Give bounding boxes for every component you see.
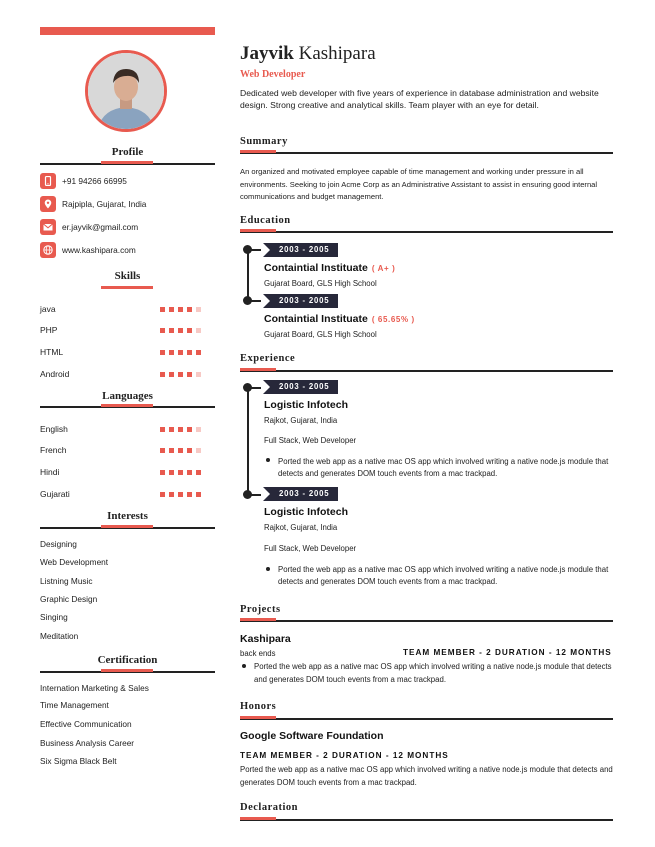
timeline-connector <box>251 300 261 302</box>
rating-dot-filled <box>178 470 183 475</box>
rating-dot-filled <box>187 427 192 432</box>
contact-phone: +91 94266 66995 <box>62 176 127 186</box>
company-name: Logistic Infotech <box>264 506 348 518</box>
company-name: Logistic Infotech <box>264 399 348 411</box>
honors-divider-accent <box>240 716 276 719</box>
rating-dot-filled <box>169 448 174 453</box>
location-pin-icon <box>40 196 56 212</box>
summary-divider-accent <box>240 150 276 153</box>
certification-heading: Certification <box>97 654 158 666</box>
rating-dot-filled <box>178 492 183 497</box>
profile-heading: Profile <box>111 146 144 158</box>
interest-item: Singing <box>40 612 68 622</box>
education-divider <box>240 231 613 233</box>
rating-dot-filled <box>160 372 165 377</box>
language-rating <box>160 448 210 453</box>
rating-dot-empty <box>196 448 201 453</box>
projects-divider-accent <box>240 618 276 621</box>
education-item-title <box>264 262 395 274</box>
languages-heading: Languages <box>102 390 153 402</box>
experience-divider-accent <box>240 368 276 371</box>
interest-item: Graphic Design <box>40 594 98 604</box>
declaration-divider <box>240 819 613 821</box>
interests-divider-accent <box>101 525 153 528</box>
contact-location: Rajpipla, Gujarat, India <box>62 199 147 209</box>
skill-label: HTML <box>40 347 64 357</box>
mail-icon <box>40 219 56 235</box>
skill-label: PHP <box>40 325 58 335</box>
experience-bullet: Ported the web app as a native mac OS app which involved writing a native node.js module that detects and generates DOM touch events from a mac trackpad. <box>278 565 609 586</box>
phone-icon <box>40 173 56 189</box>
certification-divider-accent <box>101 669 153 672</box>
company-location: Rajkot, Gujarat, India <box>264 416 338 425</box>
language-rating <box>160 492 210 497</box>
position-title: Full Stack, Web Developer <box>264 544 357 553</box>
project-title: Kashipara <box>240 633 291 645</box>
projects-heading: Projects <box>240 604 281 615</box>
contact-email[interactable]: er.jayvik@gmail.com <box>62 222 139 232</box>
rating-dot-filled <box>169 372 174 377</box>
rating-dot-empty <box>196 427 201 432</box>
sidebar-top-accent-bar <box>40 27 215 35</box>
language-label: Gujarati <box>40 489 70 499</box>
rating-dot-filled <box>160 307 165 312</box>
skill-rating <box>160 307 210 312</box>
rating-dot-filled <box>187 328 192 333</box>
interest-item: Designing <box>40 539 77 549</box>
language-label: French <box>40 445 67 455</box>
timeline-connector <box>251 494 261 496</box>
job-title: Web Developer <box>240 69 306 80</box>
timeline-connector <box>251 387 261 389</box>
honors-divider <box>240 718 613 720</box>
honor-title: Google Software Foundation <box>240 730 384 742</box>
rating-dot-filled <box>169 328 174 333</box>
rating-dot-filled <box>160 350 165 355</box>
interest-item: Listning Music <box>40 576 93 586</box>
honor-meta: TEAM MEMBER - 2 DURATION - 12 MONTHS <box>240 751 449 760</box>
institute-name: Containtial Instituate <box>264 313 368 325</box>
rating-dot-filled <box>187 372 192 377</box>
interest-item: Meditation <box>40 631 79 641</box>
skills-heading: Skills <box>114 270 141 282</box>
experience-divider <box>240 370 613 372</box>
rating-dot-empty <box>196 307 201 312</box>
summary-heading: Summary <box>240 136 288 147</box>
rating-dot-filled <box>160 492 165 497</box>
certification-item: Internation Marketing & Sales <box>40 683 149 693</box>
project-meta: TEAM MEMBER - 2 DURATION - 12 MONTHS <box>403 648 612 657</box>
rating-dot-filled <box>169 470 174 475</box>
date-tag: 2003 - 2005 <box>263 294 338 308</box>
rating-dot-filled <box>187 448 192 453</box>
avatar-icon <box>88 53 164 129</box>
position-title: Full Stack, Web Developer <box>264 436 357 445</box>
institute-name: Containtial Instituate <box>264 262 368 274</box>
contact-website[interactable]: www.kashipara.com <box>62 245 136 255</box>
rating-dot-filled <box>196 492 201 497</box>
interests-heading: Interests <box>107 510 148 522</box>
rating-dot-filled <box>178 350 183 355</box>
language-label: English <box>40 424 68 434</box>
grade-badge: ( 65.65% ) <box>371 315 415 324</box>
date-tag-notch <box>263 294 270 308</box>
declaration-heading: Declaration <box>240 802 298 813</box>
profile-divider-accent <box>101 161 153 164</box>
certification-item: Business Analysis Career <box>40 738 135 748</box>
bullet-icon <box>266 458 270 462</box>
experience-heading: Experience <box>240 353 296 364</box>
certification-item: Time Management <box>40 700 109 710</box>
rating-dot-filled <box>169 492 174 497</box>
date-tag-notch <box>263 243 270 257</box>
date-tag-notch <box>263 487 270 501</box>
education-board: Gujarat Board, GLS High School <box>264 330 377 339</box>
skill-rating <box>160 372 210 377</box>
language-rating <box>160 470 210 475</box>
project-subtitle: back ends <box>240 649 276 658</box>
rating-dot-filled <box>196 470 201 475</box>
date-tag-notch <box>263 380 270 394</box>
first-name: Jayvik <box>240 43 294 64</box>
interest-item: Web Development <box>40 557 109 567</box>
skill-rating <box>160 350 210 355</box>
language-label: Hindi <box>40 467 60 477</box>
rating-dot-filled <box>169 307 174 312</box>
declaration-divider-accent <box>240 817 276 820</box>
education-heading: Education <box>240 215 291 226</box>
rating-dot-filled <box>178 307 183 312</box>
skill-label: Android <box>40 369 70 379</box>
summary-text: An organized and motivated employee capable of time management and working under pressure in all environments. Seeking to join Acme Corp as an Administrative Assistant to assist in ensuring good internal communications and budget management. <box>240 167 598 201</box>
rating-dot-filled <box>169 427 174 432</box>
experience-bullet: Ported the web app as a native mac OS app which involved writing a native node.js module that detects and generates DOM touch events from a mac trackpad. <box>278 457 609 478</box>
rating-dot-filled <box>187 470 192 475</box>
bullet-icon <box>242 664 246 668</box>
projects-divider <box>240 620 613 622</box>
rating-dot-filled <box>160 328 165 333</box>
summary-divider <box>240 152 613 154</box>
timeline-connector <box>251 249 261 251</box>
rating-dot-filled <box>169 350 174 355</box>
rating-dot-filled <box>178 372 183 377</box>
globe-icon <box>40 242 56 258</box>
certification-item: Six Sigma Black Belt <box>40 756 117 766</box>
date-tag: 2003 - 2005 <box>263 487 338 501</box>
languages-divider-accent <box>101 404 153 407</box>
rating-dot-filled <box>196 350 201 355</box>
rating-dot-filled <box>160 470 165 475</box>
company-location: Rajkot, Gujarat, India <box>264 523 338 532</box>
certification-item: Effective Communication <box>40 719 132 729</box>
rating-dot-empty <box>196 328 201 333</box>
rating-dot-filled <box>178 448 183 453</box>
language-rating <box>160 427 210 432</box>
rating-dot-filled <box>178 328 183 333</box>
rating-dot-filled <box>187 307 192 312</box>
education-board: Gujarat Board, GLS High School <box>264 279 377 288</box>
skill-rating <box>160 328 210 333</box>
bullet-icon <box>266 567 270 571</box>
grade-badge: ( A+ ) <box>371 264 396 273</box>
project-bullet: Ported the web app as a native mac OS app which involved writing a native node.js module that detects and generates DOM touch events from a mac trackpad. <box>254 662 612 684</box>
rating-dot-filled <box>187 492 192 497</box>
date-tag: 2003 - 2005 <box>263 243 338 257</box>
rating-dot-empty <box>196 372 201 377</box>
experience-timeline-line <box>247 387 249 494</box>
education-divider-accent <box>240 229 276 232</box>
honors-heading: Honors <box>240 701 277 712</box>
education-item-title <box>264 313 415 325</box>
rating-dot-filled <box>160 448 165 453</box>
full-name <box>240 43 376 65</box>
honor-text: Ported the web app as a native mac OS app which involved writing a native node.js module that detects and generates DOM touch events from a mac trackpad. <box>240 765 613 787</box>
skill-label: java <box>40 304 56 314</box>
rating-dot-filled <box>178 427 183 432</box>
rating-dot-filled <box>160 427 165 432</box>
date-tag: 2003 - 2005 <box>263 380 338 394</box>
rating-dot-filled <box>187 350 192 355</box>
profile-photo <box>85 50 167 132</box>
education-timeline-line <box>247 249 249 301</box>
last-name: Kashipara <box>298 43 376 64</box>
skills-divider-accent <box>101 286 153 289</box>
intro-text: Dedicated web developer with five years of experience in database administration and website design. Strong creative and analytical skills. Team player with an eye for detail. <box>240 88 599 110</box>
